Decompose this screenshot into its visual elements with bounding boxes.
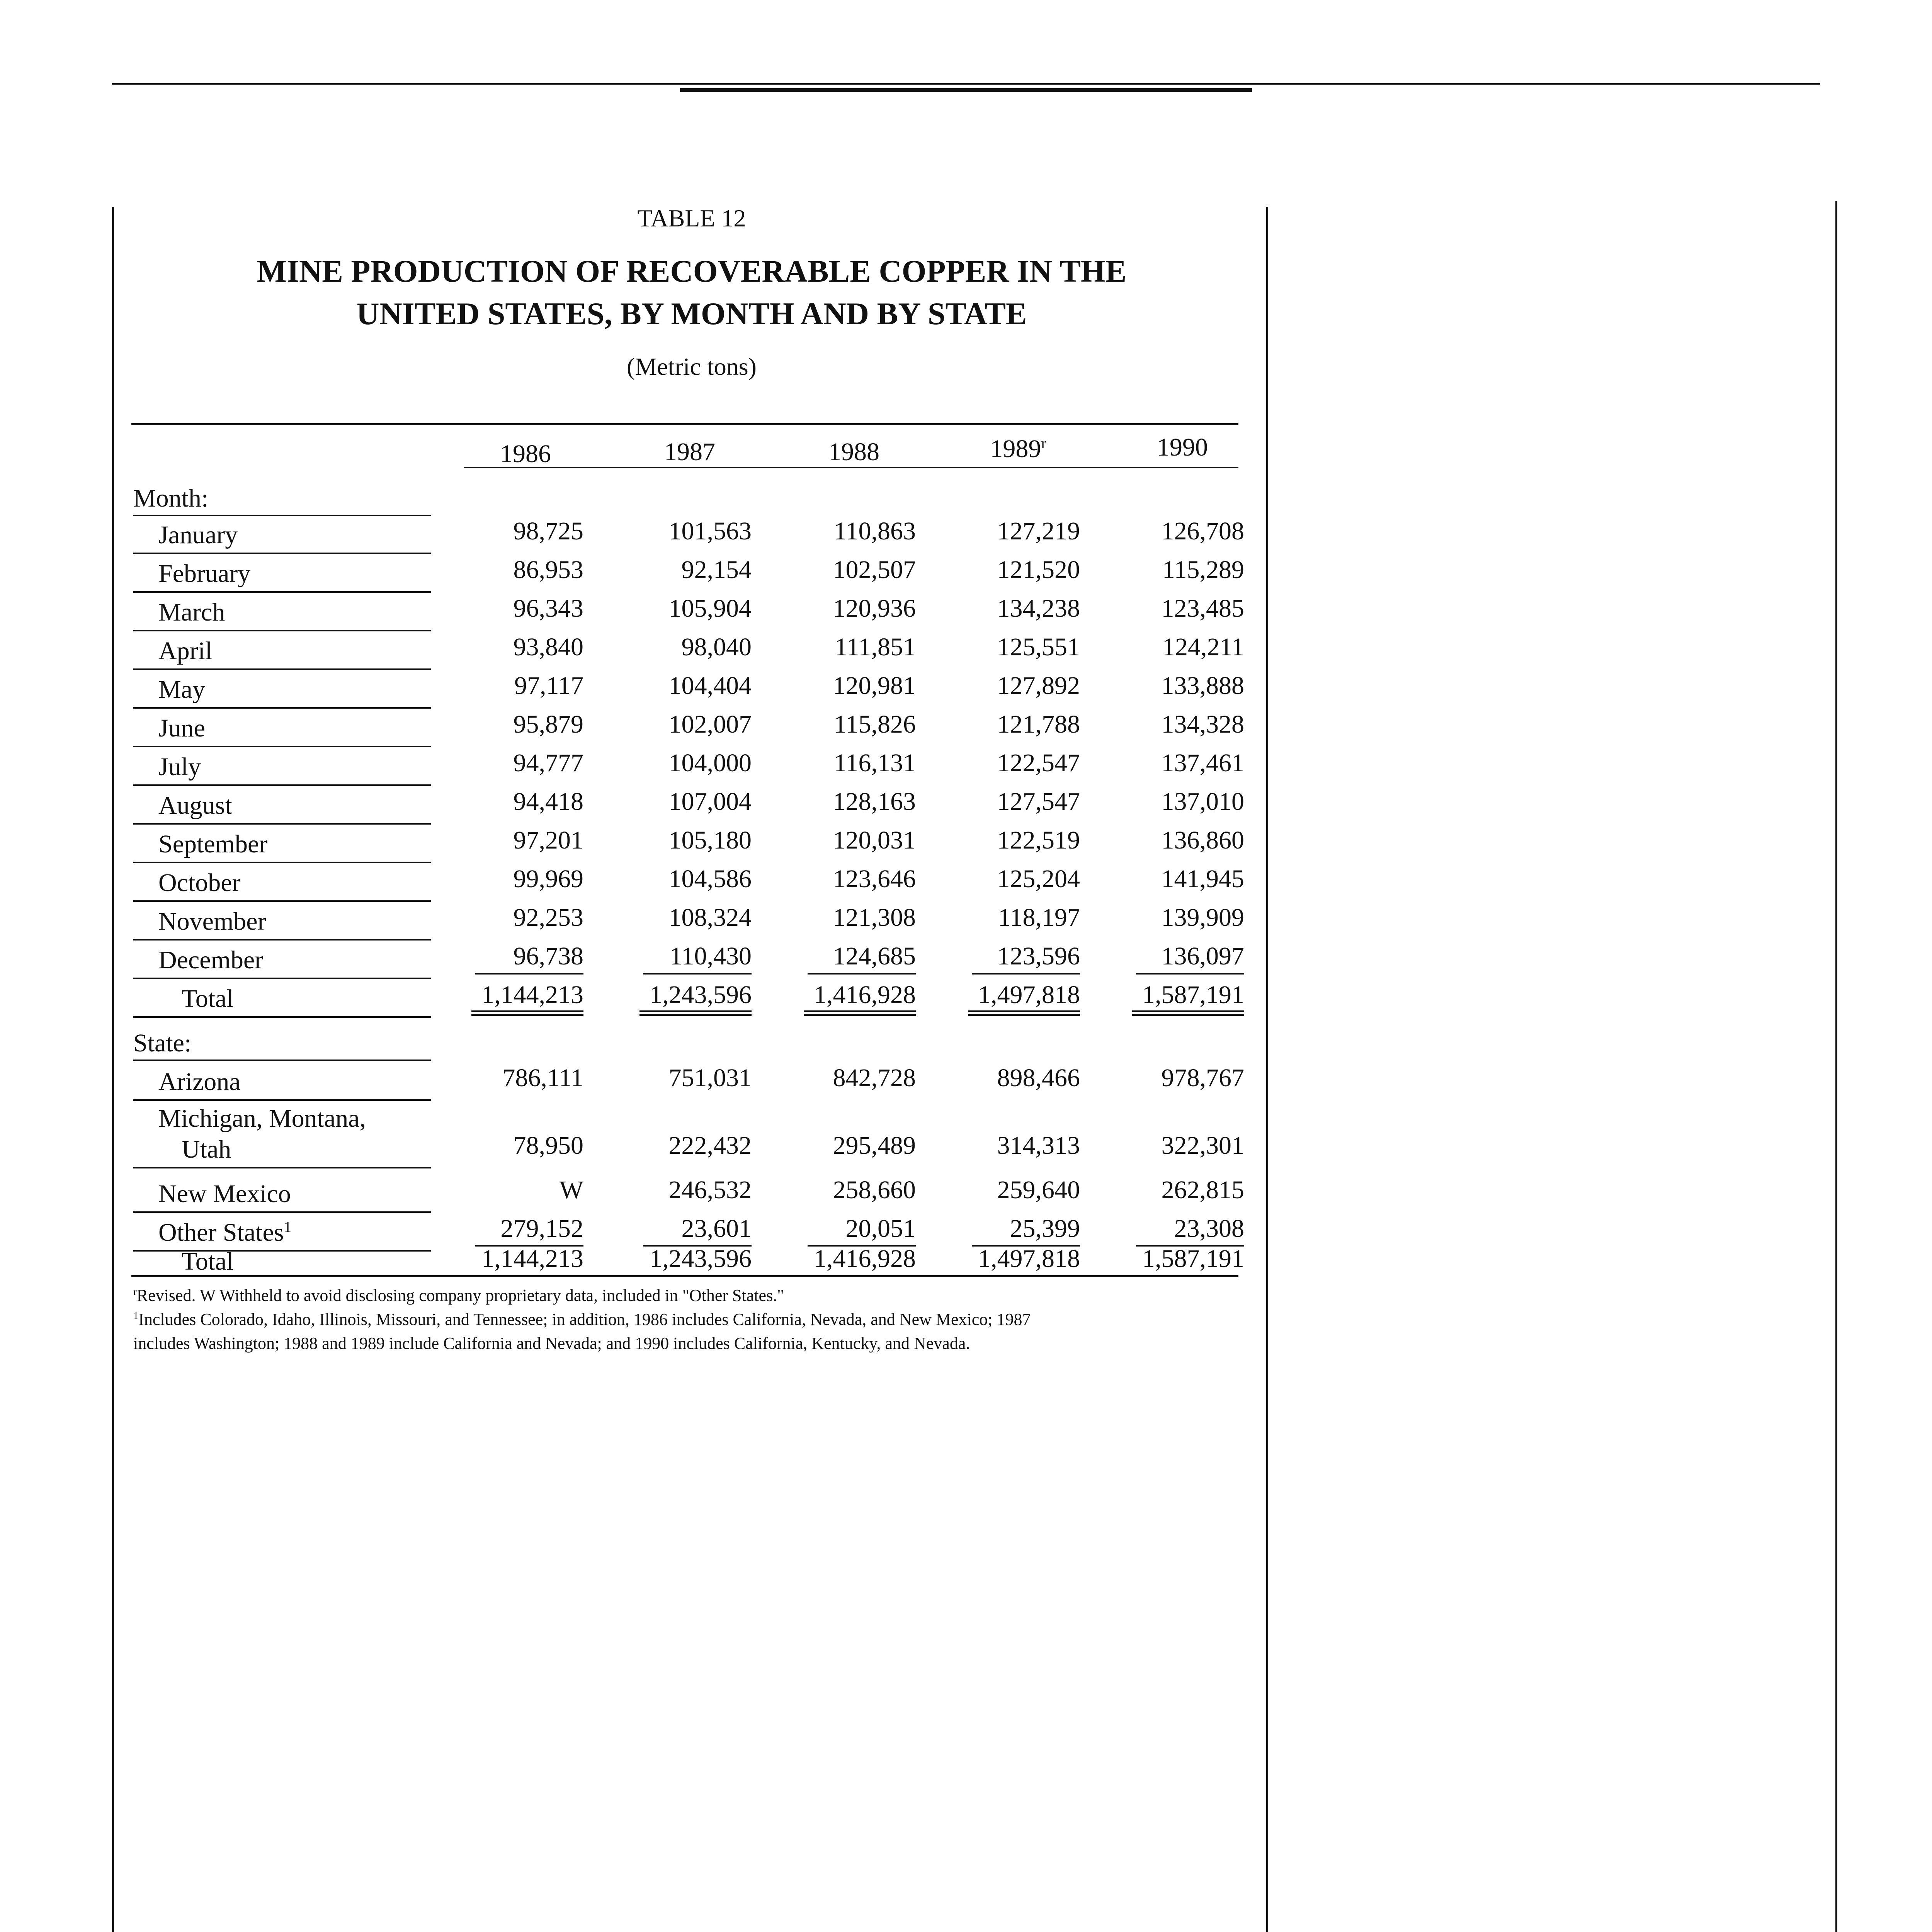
- row-label-march: March: [158, 598, 225, 626]
- row-label-rule: [133, 515, 431, 516]
- table-cell-total: 1,587,191: [1142, 981, 1244, 1009]
- row-label-august: August: [158, 791, 232, 820]
- table-cell: 92,154: [681, 556, 752, 584]
- table-cell: 842,728: [833, 1064, 916, 1092]
- table-cell: 134,328: [1161, 710, 1244, 738]
- table-cell: 125,204: [997, 865, 1080, 893]
- table-cell-total: 1,243,596: [650, 981, 752, 1009]
- row-label-arizona: Arizona: [158, 1068, 241, 1096]
- table-cell: 258,660: [833, 1176, 916, 1204]
- table-cell: 97,117: [514, 672, 583, 700]
- table-cell: 104,000: [668, 749, 752, 777]
- row-label-rule: [133, 1016, 431, 1018]
- row-label-november: November: [158, 907, 266, 935]
- subtotal-rule: [1136, 973, 1244, 975]
- row-label-rule: [133, 900, 431, 902]
- row-label-state-total: Total: [182, 1247, 234, 1276]
- row-label-june: June: [158, 714, 205, 742]
- row-label-rule: [133, 1211, 431, 1213]
- footnote-1-mark: 1: [133, 1310, 139, 1321]
- table-cell: 121,308: [833, 903, 916, 932]
- table-cell: W: [559, 1176, 583, 1204]
- right-column-rule: [1835, 201, 1837, 1932]
- table-cell: 97,201: [513, 826, 583, 854]
- subtotal-rule: [475, 973, 583, 975]
- table-cell: 136,860: [1161, 826, 1244, 854]
- table-cell-total: 1,144,213: [481, 981, 583, 1009]
- column-header-1987: 1987: [664, 438, 715, 466]
- subtotal-rule: [972, 973, 1080, 975]
- table-cell-total: 1,416,928: [814, 1245, 916, 1273]
- row-label-may: May: [158, 675, 205, 704]
- table-cell: 123,596: [997, 942, 1080, 970]
- table-cell: 96,343: [513, 594, 583, 622]
- table-cell: 116,131: [833, 749, 916, 777]
- total-double-rule: [804, 1010, 916, 1016]
- table-cell: 121,788: [997, 710, 1080, 738]
- table-cell: 898,466: [997, 1064, 1080, 1092]
- table-cell: 99,969: [513, 865, 583, 893]
- table-cell: 96,738: [513, 942, 583, 970]
- footnote-revised-mark: r: [133, 1286, 137, 1298]
- table-cell: 20,051: [845, 1214, 916, 1243]
- total-double-rule: [471, 1010, 583, 1016]
- table-cell: 314,313: [997, 1131, 1080, 1160]
- table-cell: 110,863: [833, 517, 916, 545]
- table-cell: 92,253: [513, 903, 583, 932]
- table-top-rule: [131, 423, 1238, 425]
- table-cell: 111,851: [835, 633, 916, 661]
- table-cell: 127,892: [997, 672, 1080, 700]
- table-cell-total: 1,497,818: [978, 981, 1080, 1009]
- table-cell: 751,031: [668, 1064, 752, 1092]
- table-cell: 94,777: [513, 749, 583, 777]
- table-cell: 122,547: [997, 749, 1080, 777]
- table-cell: 259,640: [997, 1176, 1080, 1204]
- row-label-rule: [133, 707, 431, 709]
- table-cell: 107,004: [668, 787, 752, 816]
- table-cell: 978,767: [1161, 1064, 1244, 1092]
- table-cell-total: 1,497,818: [978, 1245, 1080, 1273]
- row-label-october: October: [158, 869, 241, 897]
- table-cell: 123,485: [1161, 594, 1244, 622]
- revised-mark: r: [1041, 435, 1046, 452]
- total-double-rule: [1132, 1010, 1244, 1016]
- footnote-1-line-1: Includes Colorado, Idaho, Illinois, Missouri, and Tennessee; in addition, 1986 includes California, Nevada, and New Mexico; 1987: [138, 1310, 1031, 1329]
- row-label-rule: [133, 823, 431, 825]
- table-cell: 133,888: [1161, 672, 1244, 700]
- row-label-michigan-montana: Michigan, Montana,: [158, 1104, 366, 1133]
- table-title: MINE PRODUCTION OF RECOVERABLE COPPER IN THE: [257, 253, 1127, 289]
- table-cell: 104,404: [668, 672, 752, 700]
- row-label-rule: [133, 939, 431, 940]
- subtotal-rule: [643, 973, 752, 975]
- table-cell: 295,489: [833, 1131, 916, 1160]
- table-cell: 124,685: [833, 942, 916, 970]
- row-label-april: April: [158, 637, 213, 665]
- middle-column-rule: [1266, 207, 1268, 1932]
- row-label-rule: [133, 553, 431, 554]
- table-cell: 127,547: [997, 787, 1080, 816]
- table-cell: 118,197: [998, 903, 1080, 932]
- row-label-december: December: [158, 946, 264, 974]
- column-header-1990: 1990: [1157, 433, 1208, 461]
- table-cell: 95,879: [513, 710, 583, 738]
- table-cell: 86,953: [513, 556, 583, 584]
- top-rule: [112, 83, 1820, 85]
- table-cell: 128,163: [833, 787, 916, 816]
- subtotal-rule: [808, 973, 916, 975]
- table-cell: 104,586: [668, 865, 752, 893]
- row-label-rule: [133, 1167, 431, 1168]
- row-label-rule: [133, 591, 431, 593]
- row-label-rule: [133, 862, 431, 863]
- row-label-rule: [133, 978, 431, 979]
- table-cell: 123,646: [833, 865, 916, 893]
- table-cell: 125,551: [997, 633, 1080, 661]
- table-cell: 279,152: [500, 1214, 583, 1243]
- row-label-rule: [133, 746, 431, 747]
- row-label-other-states-text: Other States: [158, 1218, 284, 1247]
- column-header-1986: 1986: [500, 440, 551, 468]
- table-cell: 246,532: [668, 1176, 752, 1204]
- table-cell: 124,211: [1162, 633, 1244, 661]
- column-header-1989: [949, 434, 1088, 464]
- row-label-rule: [133, 630, 431, 631]
- table-cell: 141,945: [1161, 865, 1244, 893]
- table-cell: 98,725: [513, 517, 583, 545]
- table-cell: 102,007: [668, 710, 752, 738]
- total-double-rule: [639, 1010, 752, 1016]
- table-bottom-rule: [131, 1275, 1238, 1277]
- column-header-1988: 1988: [828, 438, 879, 466]
- table-cell: 127,219: [997, 517, 1080, 545]
- row-label-other-states: [158, 1217, 291, 1248]
- row-label-rule: [133, 1060, 431, 1061]
- table-cell: 105,180: [668, 826, 752, 854]
- section-label-state: State:: [133, 1029, 192, 1057]
- table-cell: 122,519: [997, 826, 1080, 854]
- row-label-rule: [133, 1099, 431, 1101]
- total-double-rule: [968, 1010, 1080, 1016]
- table-cell: 139,909: [1161, 903, 1244, 932]
- left-column-rule: [112, 207, 114, 1932]
- row-label-rule: [133, 784, 431, 786]
- footnote-1-continued: includes Washington; 1988 and 1989 include California and Nevada; and 1990 includes California, Kentucky, and Nevada.: [133, 1334, 970, 1353]
- row-label-michigan-montana-line-2: Utah: [182, 1135, 231, 1163]
- table-cell: 137,461: [1161, 749, 1244, 777]
- table-cell: 222,432: [668, 1131, 752, 1160]
- row-label-july: July: [158, 753, 201, 781]
- table-cell: 134,238: [997, 594, 1080, 622]
- row-label-january: January: [158, 521, 238, 549]
- table-cell: 136,097: [1161, 942, 1244, 970]
- table-cell: 120,936: [833, 594, 916, 622]
- table-cell: 115,826: [833, 710, 916, 738]
- table-cell: 23,601: [681, 1214, 752, 1243]
- table-cell: 322,301: [1161, 1131, 1244, 1160]
- row-label-rule: [133, 668, 431, 670]
- section-label-month: Month:: [133, 484, 209, 512]
- table-cell-total: 1,243,596: [650, 1245, 752, 1273]
- row-label-september: September: [158, 830, 268, 858]
- footnote-ref-1: 1: [284, 1218, 292, 1235]
- row-label-month-total: Total: [182, 985, 234, 1013]
- table-title-line-2: UNITED STATES, BY MONTH AND BY STATE: [356, 296, 1027, 331]
- table-cell: 94,418: [513, 787, 583, 816]
- footnote-revised: [133, 1284, 1254, 1308]
- table-cell: 121,520: [997, 556, 1080, 584]
- top-rule-thick: [680, 88, 1252, 92]
- footnote-1: [133, 1308, 1254, 1332]
- column-header-1989-year: 1989: [990, 435, 1041, 463]
- table-cell: 102,507: [833, 556, 916, 584]
- table-cell: 93,840: [513, 633, 583, 661]
- table-cell-total: 1,587,191: [1142, 1245, 1244, 1273]
- unit-note: (Metric tons): [627, 353, 757, 380]
- table-cell: 115,289: [1162, 556, 1244, 584]
- table-cell: 786,111: [502, 1064, 583, 1092]
- table-label: TABLE 12: [637, 204, 746, 232]
- table-cell: 110,430: [669, 942, 752, 970]
- table-cell: 137,010: [1161, 787, 1244, 816]
- row-label-rule: [133, 1250, 431, 1252]
- table-cell: 78,950: [513, 1131, 583, 1160]
- table-cell-total: 1,416,928: [814, 981, 916, 1009]
- table-cell: 108,324: [668, 903, 752, 932]
- table-cell-total: 1,144,213: [481, 1245, 583, 1273]
- table-cell: 23,308: [1174, 1214, 1244, 1243]
- table-cell: 25,399: [1010, 1214, 1080, 1243]
- table-cell: 262,815: [1161, 1176, 1244, 1204]
- table-cell: 120,031: [833, 826, 916, 854]
- row-label-february: February: [158, 560, 251, 588]
- footnote-revised-text: Revised. W Withheld to avoid disclosing company proprietary data, included in "Other States.": [136, 1286, 784, 1305]
- table-cell: 120,981: [833, 672, 916, 700]
- table-cell: 98,040: [681, 633, 752, 661]
- table-cell: 101,563: [668, 517, 752, 545]
- table-cell: 126,708: [1161, 517, 1244, 545]
- table-cell: 105,904: [668, 594, 752, 622]
- row-label-new-mexico: New Mexico: [158, 1180, 291, 1208]
